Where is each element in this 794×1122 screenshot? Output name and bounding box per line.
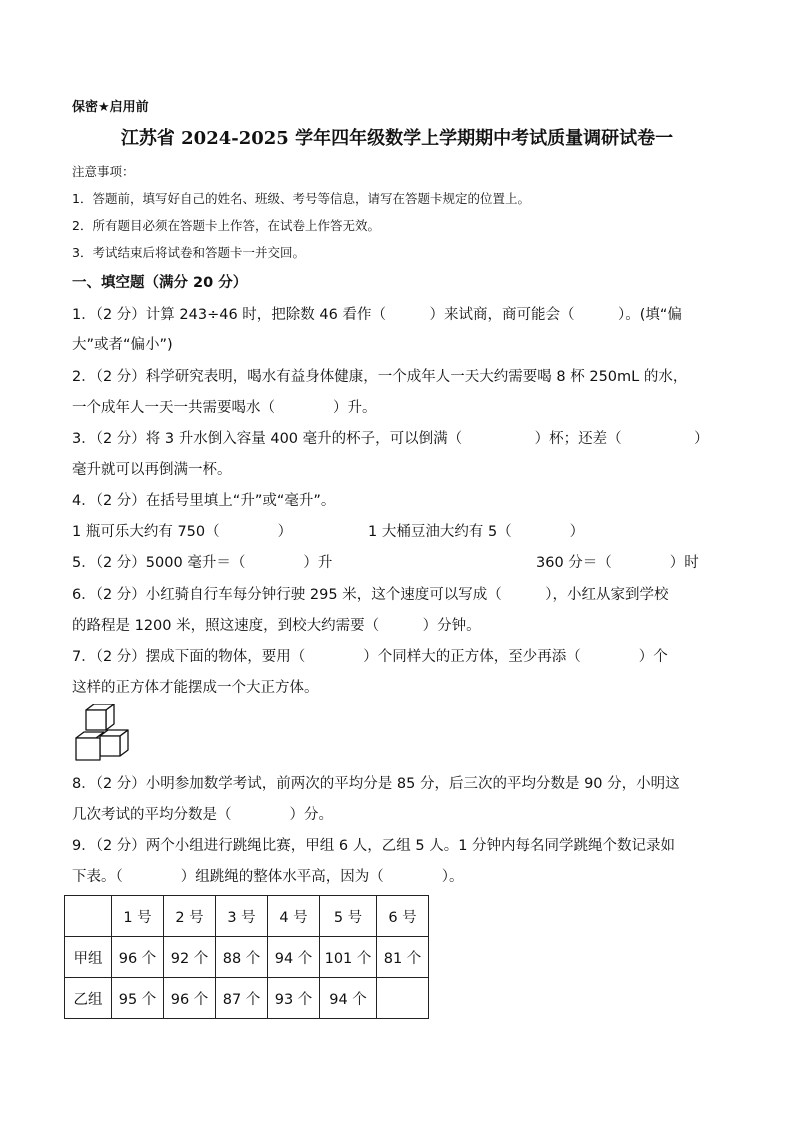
table-cell: 88 个: [216, 937, 268, 978]
note-item-1: 1．答题前，填写好自己的姓名、班级、考号等信息，请写在答题卡规定的位置上。: [72, 191, 530, 206]
table-header-cell: 6 号: [377, 896, 429, 937]
table-cell: 94 个: [268, 937, 320, 978]
question-8-line-2: 几次考试的平均分数是（ ）分。: [72, 807, 333, 823]
confidential-label: 保密★启用前: [72, 100, 149, 115]
table-header-cell: 2 号: [164, 896, 216, 937]
table-header-cell: 5 号: [320, 896, 377, 937]
question-3-line-2: 毫升就可以再倒满一杯。: [72, 462, 232, 478]
question-1-line-2: 大”或者“偏小”): [72, 337, 173, 353]
table-header-row: [65, 896, 429, 937]
table-row: [65, 978, 429, 1019]
question-4-part-a: 1 瓶可乐大约有 750（ ）: [72, 524, 293, 540]
question-2-line-1: 2．（2 分）科学研究表明，喝水有益身体健康，一个成年人一天大约需要喝 8 杯 250mL 的水，: [72, 369, 688, 385]
table-cell: 92 个: [164, 937, 216, 978]
table-header-cell: 4 号: [268, 896, 320, 937]
table-cell: 87 个: [216, 978, 268, 1019]
question-3-line-1: 3．（2 分）将 3 升水倒入容量 400 毫升的杯子，可以倒满（ ）杯；还差（ ）: [72, 431, 709, 447]
table-cell: 乙组: [65, 978, 112, 1019]
question-9-line-2: 下表。（ ）组跳绳的整体水平高，因为（ ）。: [72, 869, 464, 885]
question-7-line-1: 7．（2 分）摆成下面的物体，要用（ ）个同样大的正方体，至少再添（ ）个: [72, 649, 668, 665]
question-9-line-1: 9．（2 分）两个小组进行跳绳比赛，甲组 6 人，乙组 5 人。1 分钟内每名同学跳绳个数记录如: [72, 838, 676, 854]
question-8-line-1: 8．（2 分）小明参加数学考试，前两次的平均分是 85 分，后三次的平均分数是 90 分，小明这: [72, 776, 680, 792]
question-4-part-b: 1 大桶豆油大约有 5（ ）: [368, 524, 585, 540]
table-cell: 101 个: [320, 937, 377, 978]
table-header-cell: 3 号: [216, 896, 268, 937]
notes-heading: 注意事项：: [72, 164, 135, 179]
question-5-part-b: 360 分＝（ ）时: [536, 555, 699, 571]
question-4-line-1: 4．（2 分）在括号里填上“升”或“毫升”。: [72, 493, 336, 509]
table-cell: 93 个: [268, 978, 320, 1019]
question-2-line-2: 一个成年人一天一共需要喝水（ ）升。: [72, 400, 377, 416]
table-cell: 94 个: [320, 978, 377, 1019]
question-7-line-2: 这样的正方体才能摆成一个大正方体。: [72, 680, 319, 696]
table-cell: 甲组: [65, 937, 112, 978]
table-cell: 81 个: [377, 937, 429, 978]
table-header-cell: 1 号: [112, 896, 164, 937]
question-5-part-a: 5．（2 分）5000 毫升＝（ ）升: [72, 555, 333, 571]
table-cell: 95 个: [112, 978, 164, 1019]
exam-title: 江苏省 2024-2025 学年四年级数学上学期期中考试质量调研试卷一: [120, 128, 674, 149]
question-6-line-1: 6．（2 分）小红骑自行车每分钟行驶 295 米，这个速度可以写成（ ），小红从家到学校: [72, 587, 669, 603]
question-6-line-2: 的路程是 1200 米，照这速度，到校大约需要（ ）分钟。: [72, 618, 481, 634]
note-item-2: 2．所有题目必须在答题卡上作答，在试卷上作答无效。: [72, 218, 380, 233]
table-row: [65, 937, 429, 978]
table-header-cell: [65, 896, 112, 937]
jump-rope-table: [64, 895, 429, 1019]
cube-stack-figure: [72, 704, 138, 762]
table-cell: [377, 978, 429, 1019]
table-cell: 96 个: [164, 978, 216, 1019]
note-item-3: 3．考试结束后将试卷和答题卡一并交回。: [72, 245, 305, 260]
table-cell: 96 个: [112, 937, 164, 978]
section-title-fill-blank: 一、填空题（满分 20 分）: [72, 275, 248, 291]
question-1-line-1: 1．（2 分）计算 243÷46 时，把除数 46 看作（ ）来试商，商可能会（ ）。(填“偏: [72, 307, 682, 323]
